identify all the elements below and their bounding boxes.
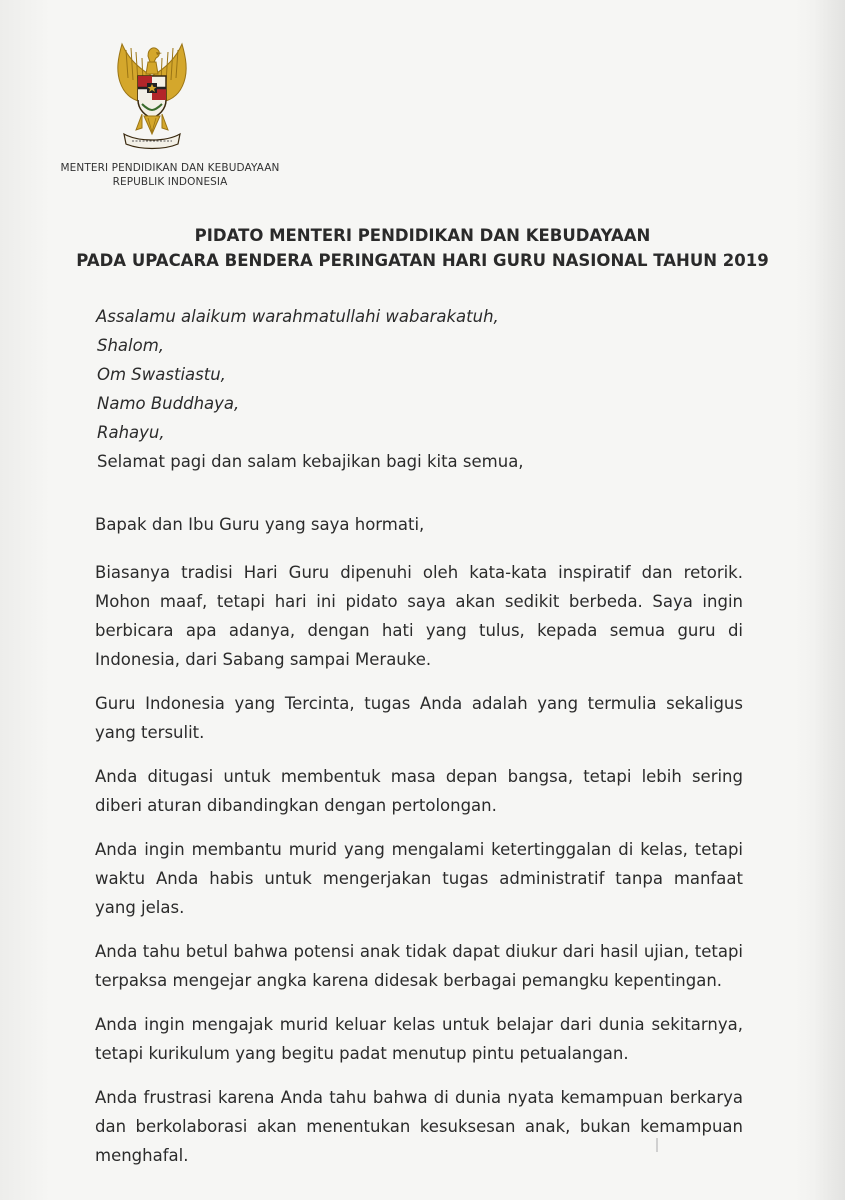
greeting-line: Selamat pagi dan salam kebajikan bagi kita semua, (97, 452, 524, 471)
greeting-line: Namo Buddhaya, (97, 394, 240, 413)
title-line-2: PADA UPACARA BENDERA PERINGATAN HARI GURU NASIONAL TAHUN 2019 (76, 251, 769, 270)
speech-body (95, 510, 743, 1185)
paragraph: Anda ingin membantu murid yang mengalami ketertinggalan di kelas, tetapi waktu Anda habis untuk mengerjakan tugas administratif tanpa manfaat yang jelas. (95, 840, 743, 917)
greetings-block (96, 302, 524, 476)
page-edge-shadow (813, 0, 845, 1200)
garuda-emblem-icon (98, 38, 206, 156)
greeting-line: Rahayu, (97, 423, 165, 442)
paragraph: Guru Indonesia yang Tercinta, tugas Anda adalah yang termulia sekaligus yang tersulit. (95, 694, 743, 742)
ministry-line-1: MENTERI PENDIDIKAN DAN KEBUDAYAAN (60, 162, 280, 174)
paragraph: Biasanya tradisi Hari Guru dipenuhi oleh kata-kata inspiratif dan retorik. Mohon maaf, tetapi hari ini pidato saya akan sedikit berbeda. Saya ingin berbicara apa adanya, dengan hati yang tulus, kepada semua guru di Indonesia, dari Sabang sampai Merauke. (95, 563, 743, 669)
ministry-header (40, 161, 300, 189)
title-line-1: PIDATO MENTERI PENDIDIKAN DAN KEBUDAYAAN (194, 226, 651, 245)
paragraph: Anda tahu betul bahwa potensi anak tidak dapat diukur dari hasil ujian, tetapi terpaksa mengejar angka karena didesak berbagai pemangku kepentingan. (95, 942, 743, 990)
greeting-line: Shalom, (97, 336, 165, 355)
greeting-line: Assalamu alaikum warahmatullahi wabarakatuh, (96, 307, 499, 326)
ministry-line-2: REPUBLIK INDONESIA (112, 176, 228, 188)
salutation: Bapak dan Ibu Guru yang saya hormati, (95, 515, 425, 534)
scan-mark (656, 1138, 658, 1152)
paragraph: Anda ditugasi untuk membentuk masa depan bangsa, tetapi lebih sering diberi aturan dibandingkan dengan pertolongan. (95, 767, 743, 815)
document-title (0, 223, 845, 273)
paragraph: Anda frustrasi karena Anda tahu bahwa di dunia nyata kemampuan berkarya dan berkolaborasi akan menentukan kesuksesan anak, bukan kemampuan menghafal. (95, 1088, 743, 1165)
paragraph: Anda ingin mengajak murid keluar kelas untuk belajar dari dunia sekitarnya, tetapi kurikulum yang begitu padat menutup pintu petualangan. (95, 1015, 743, 1063)
greeting-line: Om Swastiastu, (97, 365, 226, 384)
